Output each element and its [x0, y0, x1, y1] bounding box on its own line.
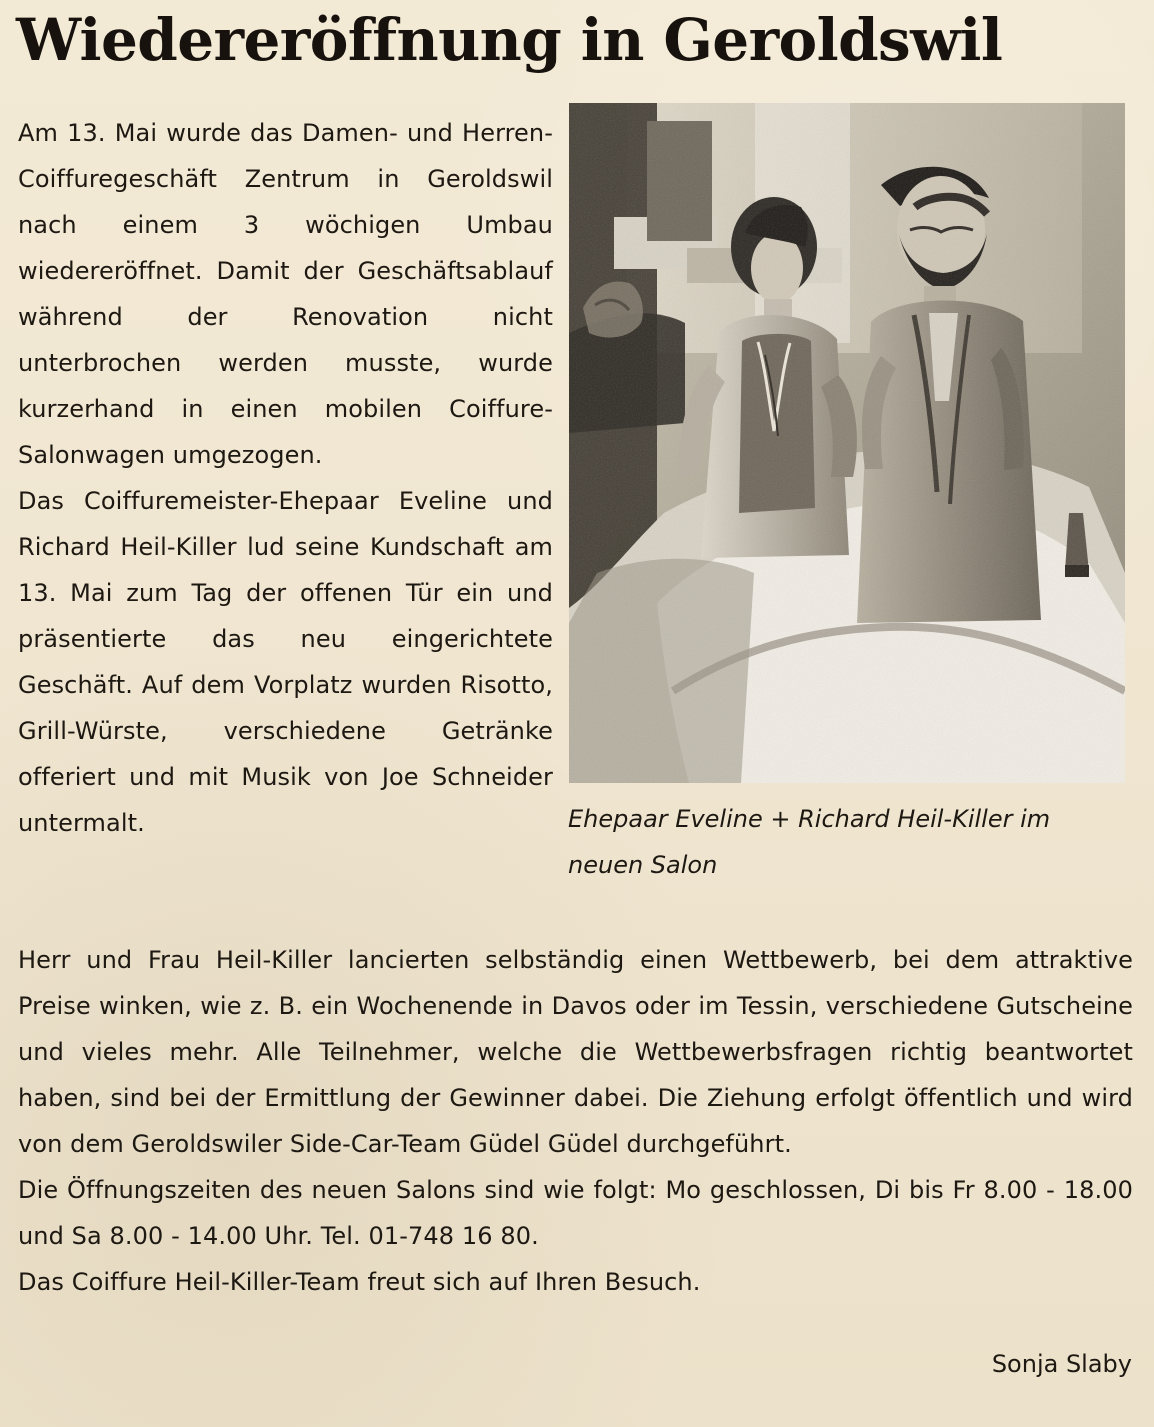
- article-paragraph: Am 13. Mai wurde das Damen- und Herren-Coiffuregeschäft Zentrum in Geroldswil nach einem 3 wöchigen Umbau wiedereröffnet. Damit der Geschäftsablauf während der Renovation nicht unterbrochen werden musste, wurde kurzerhand in einen mobilen Coiffure-Salonwagen umgezogen.: [18, 119, 553, 469]
- photo-caption: Ehepaar Eveline + Richard Heil-Killer im neuen Salon: [568, 805, 1051, 879]
- salon-photo-image: [569, 103, 1125, 783]
- article-paragraph: Das Coiffure Heil-Killer-Team freut sich auf Ihren Besuch.: [18, 1268, 701, 1296]
- article-left-column: [18, 110, 553, 846]
- article-photo: [569, 103, 1125, 783]
- author-signature: Sonja Slaby: [991, 1350, 1132, 1378]
- page-title: Wiedereröffnung in Geroldswil: [16, 6, 1003, 74]
- article-bottom-column: [18, 937, 1133, 1305]
- article-paragraph: Die Öffnungszeiten des neuen Salons sind wie folgt: Mo geschlossen, Di bis Fr 8.00 - 18.00 und Sa 8.00 - 14.00 Uhr. Tel. 01-748 16 80.: [18, 1176, 1133, 1250]
- article-paragraph: Herr und Frau Heil-Killer lancierten selbständig einen Wettbewerb, bei dem attraktive Preise winken, wie z. B. ein Wochenende in Davos oder im Tessin, verschiedene Gutscheine und vieles mehr. Alle Teilnehmer, welche die Wettbewerbsfragen richtig beantwortet haben, sind bei der Ermittlung der Gewinner dabei. Die Ziehung erfolgt öffentlich und wird von dem Geroldswiler Side-Car-Team Güdel Güdel durchgeführt.: [18, 946, 1133, 1158]
- article-paragraph: Das Coiffuremeister-Ehepaar Eveline und Richard Heil-Killer lud seine Kundschaft am 13. Mai zum Tag der offenen Tür ein und präsentierte das neu eingerichtete Geschäft. Auf dem Vorplatz wurden Risotto, Grill-Würste, verschiedene Getränke offeriert und mit Musik von Joe Schneider untermalt.: [18, 487, 553, 837]
